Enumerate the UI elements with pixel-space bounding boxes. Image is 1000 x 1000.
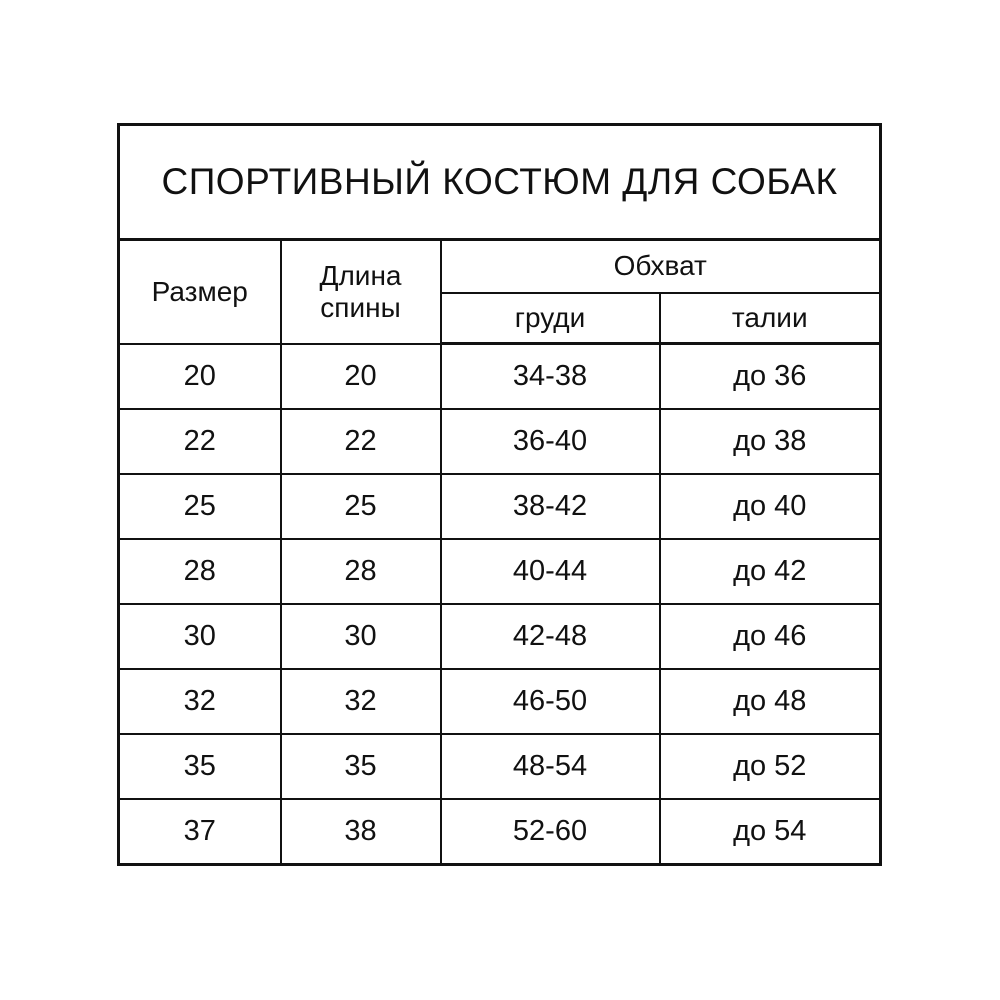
cell-size: 20 <box>119 344 281 410</box>
header-size: Размер <box>119 240 281 344</box>
cell-size: 28 <box>119 539 281 604</box>
header-back-length <box>281 240 441 344</box>
cell-waist-girth: до 42 <box>660 539 881 604</box>
cell-size: 37 <box>119 799 281 865</box>
cell-waist-girth: до 46 <box>660 604 881 669</box>
header-chest: груди <box>441 293 660 344</box>
header-back-length-text: Длина спины <box>319 259 402 323</box>
cell-waist-girth: до 40 <box>660 474 881 539</box>
table-row <box>119 604 881 669</box>
cell-waist-girth: до 54 <box>660 799 881 865</box>
cell-chest-girth: 52-60 <box>441 799 660 865</box>
cell-waist-girth: до 48 <box>660 669 881 734</box>
cell-back-length: 28 <box>281 539 441 604</box>
cell-size: 30 <box>119 604 281 669</box>
cell-back-length: 35 <box>281 734 441 799</box>
cell-chest-girth: 42-48 <box>441 604 660 669</box>
table-row <box>119 799 881 865</box>
cell-size: 32 <box>119 669 281 734</box>
cell-size: 25 <box>119 474 281 539</box>
cell-back-length: 38 <box>281 799 441 865</box>
cell-chest-girth: 34-38 <box>441 344 660 410</box>
cell-back-length: 20 <box>281 344 441 410</box>
cell-chest-girth: 36-40 <box>441 409 660 474</box>
cell-back-length: 22 <box>281 409 441 474</box>
size-chart-table <box>117 123 882 866</box>
cell-chest-girth: 46-50 <box>441 669 660 734</box>
cell-back-length: 25 <box>281 474 441 539</box>
table-row <box>119 539 881 604</box>
header-girth: Обхват <box>441 240 881 294</box>
header-waist: талии <box>660 293 881 344</box>
cell-size: 35 <box>119 734 281 799</box>
table-title: СПОРТИВНЫЙ КОСТЮМ ДЛЯ СОБАК <box>119 125 881 240</box>
table-body <box>119 344 881 865</box>
table-row <box>119 669 881 734</box>
cell-back-length: 32 <box>281 669 441 734</box>
cell-back-length: 30 <box>281 604 441 669</box>
table-row <box>119 734 881 799</box>
cell-size: 22 <box>119 409 281 474</box>
table-row <box>119 474 881 539</box>
cell-chest-girth: 38-42 <box>441 474 660 539</box>
cell-waist-girth: до 36 <box>660 344 881 410</box>
cell-chest-girth: 40-44 <box>441 539 660 604</box>
table-row <box>119 409 881 474</box>
cell-chest-girth: 48-54 <box>441 734 660 799</box>
table-row <box>119 344 881 410</box>
cell-waist-girth: до 38 <box>660 409 881 474</box>
header-row-top <box>119 240 881 294</box>
title-row <box>119 125 881 240</box>
cell-waist-girth: до 52 <box>660 734 881 799</box>
